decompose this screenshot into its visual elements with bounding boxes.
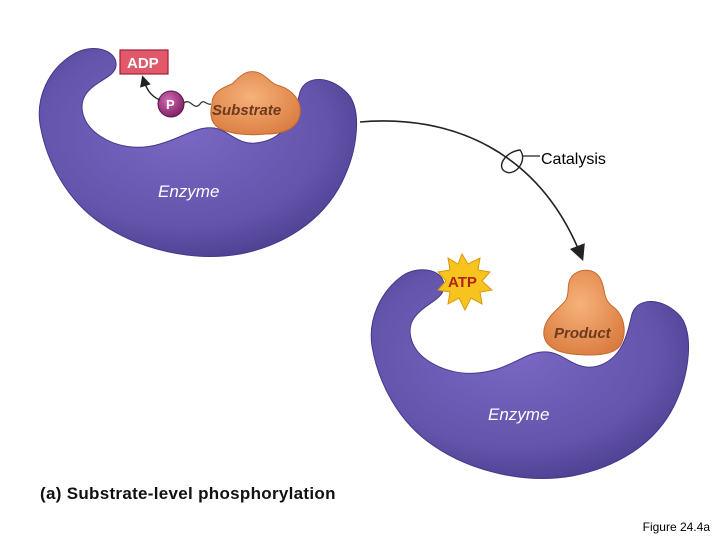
phosphate-label: P	[166, 97, 175, 112]
atp-label: ATP	[448, 274, 477, 291]
p-to-adp-arrow	[143, 78, 160, 100]
adp-label: ADP	[127, 55, 159, 72]
top-enzyme-complex	[39, 49, 356, 257]
bottom-enzyme-complex	[371, 254, 688, 478]
catalysis-arrow-group	[360, 121, 606, 258]
product-shape	[544, 270, 624, 355]
phosphate-bond-line	[183, 102, 211, 107]
catalysis-label: Catalysis	[541, 151, 606, 168]
bottom-enzyme-label: Enzyme	[488, 405, 550, 424]
catalysis-arrow	[360, 121, 582, 258]
top-enzyme-shape	[39, 49, 356, 257]
product-label: Product	[554, 325, 611, 342]
bottom-enzyme-shape	[371, 270, 688, 479]
substrate-label: Substrate	[212, 102, 282, 119]
top-enzyme-label: Enzyme	[158, 182, 220, 201]
figure-caption: (a) Substrate-level phosphorylation	[40, 484, 336, 503]
figure-number: Figure 24.4a	[642, 520, 710, 534]
